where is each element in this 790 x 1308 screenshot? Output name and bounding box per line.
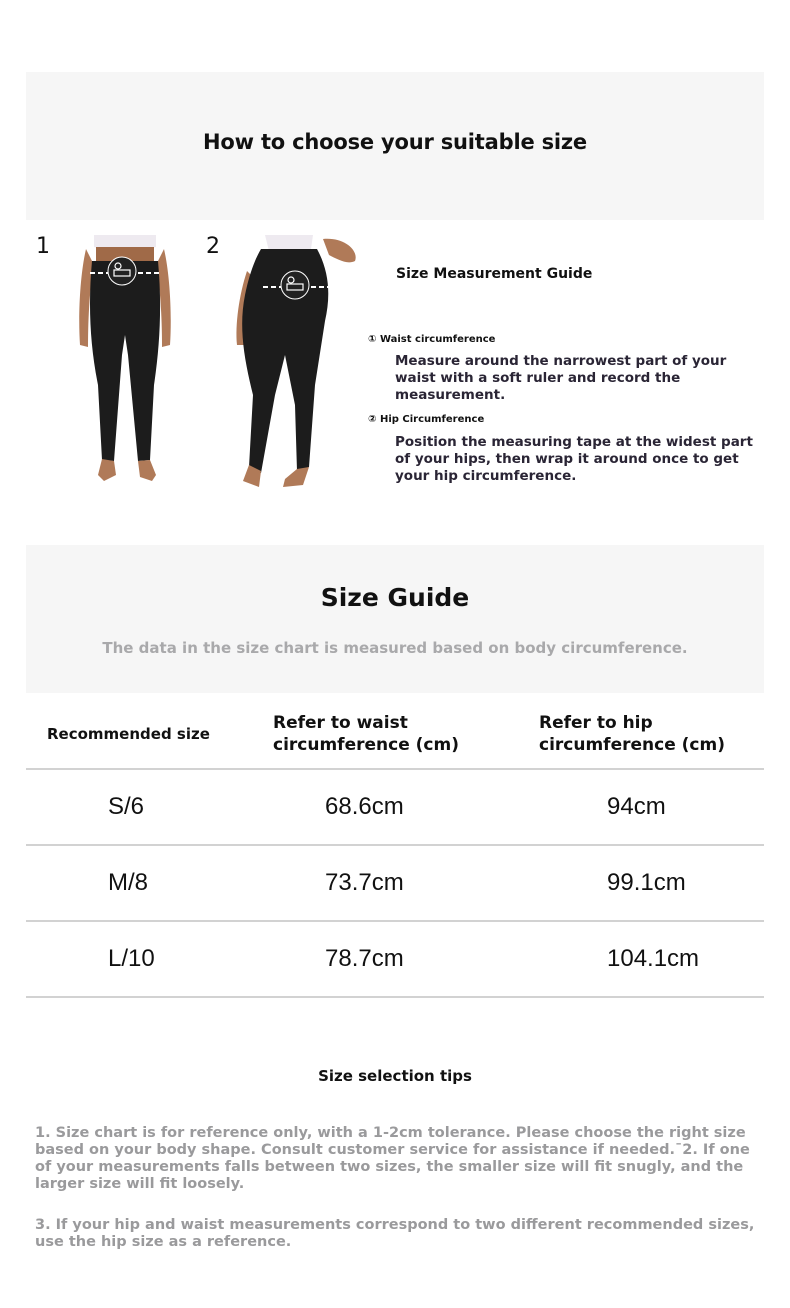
size-cell: M/8 <box>26 845 273 921</box>
tip-item: 3. If your hip and waist measurements correspond to two different recommended sizes, use the hip size as a reference. <box>35 1217 755 1250</box>
figure-number-2: 2 <box>206 234 220 259</box>
model-front-image <box>70 235 180 493</box>
hip-cell: 99.1cm <box>539 845 764 921</box>
table-header-row <box>26 700 764 769</box>
model-side-image <box>225 235 365 493</box>
hip-instruction: Position the measuring tape at the widest part of your hips, then wrap it around once to get your hip circumference. <box>395 434 753 484</box>
table-row <box>26 845 764 921</box>
size-guide-title: Size Guide <box>320 583 470 612</box>
page-title: How to choose your suitable size <box>203 130 587 154</box>
waist-instruction: Measure around the narrowest part of your waist with a soft ruler and record the measurement. <box>395 353 727 403</box>
size-cell: S/6 <box>26 769 273 845</box>
header-recommended-size: Recommended size <box>26 700 273 769</box>
header-waist: Refer to waist circumference (cm) <box>273 700 539 769</box>
waist-cell: 78.7cm <box>273 921 539 997</box>
table-row <box>26 769 764 845</box>
waist-cell: 68.6cm <box>273 769 539 845</box>
size-guide-banner <box>26 545 764 693</box>
measurement-guide-title: Size Measurement Guide <box>396 266 593 282</box>
size-chart-table <box>26 700 764 998</box>
table-row <box>26 921 764 997</box>
hip-cell: 94cm <box>539 769 764 845</box>
header-hip: Refer to hip circumference (cm) <box>539 700 764 769</box>
size-guide-subtitle: The data in the size chart is measured based on body circumference. <box>102 639 688 657</box>
tip-item: 1. Size chart is for reference only, with a 1-2cm tolerance. Please choose the right size based on your body shape. Consult customer service for assistance if needed.¯2. If one of your measurements falls between two sizes, the smaller size will fit snugly, and the larger size will fit loosely. <box>35 1125 750 1192</box>
tips-title: Size selection tips <box>318 1067 472 1085</box>
hip-cell: 104.1cm <box>539 921 764 997</box>
waist-label: ① Waist circumference <box>368 334 496 345</box>
figure-number-1: 1 <box>36 234 50 259</box>
size-cell: L/10 <box>26 921 273 997</box>
waist-cell: 73.7cm <box>273 845 539 921</box>
hip-label: ② Hip Circumference <box>368 414 485 425</box>
hero-banner <box>26 72 764 220</box>
